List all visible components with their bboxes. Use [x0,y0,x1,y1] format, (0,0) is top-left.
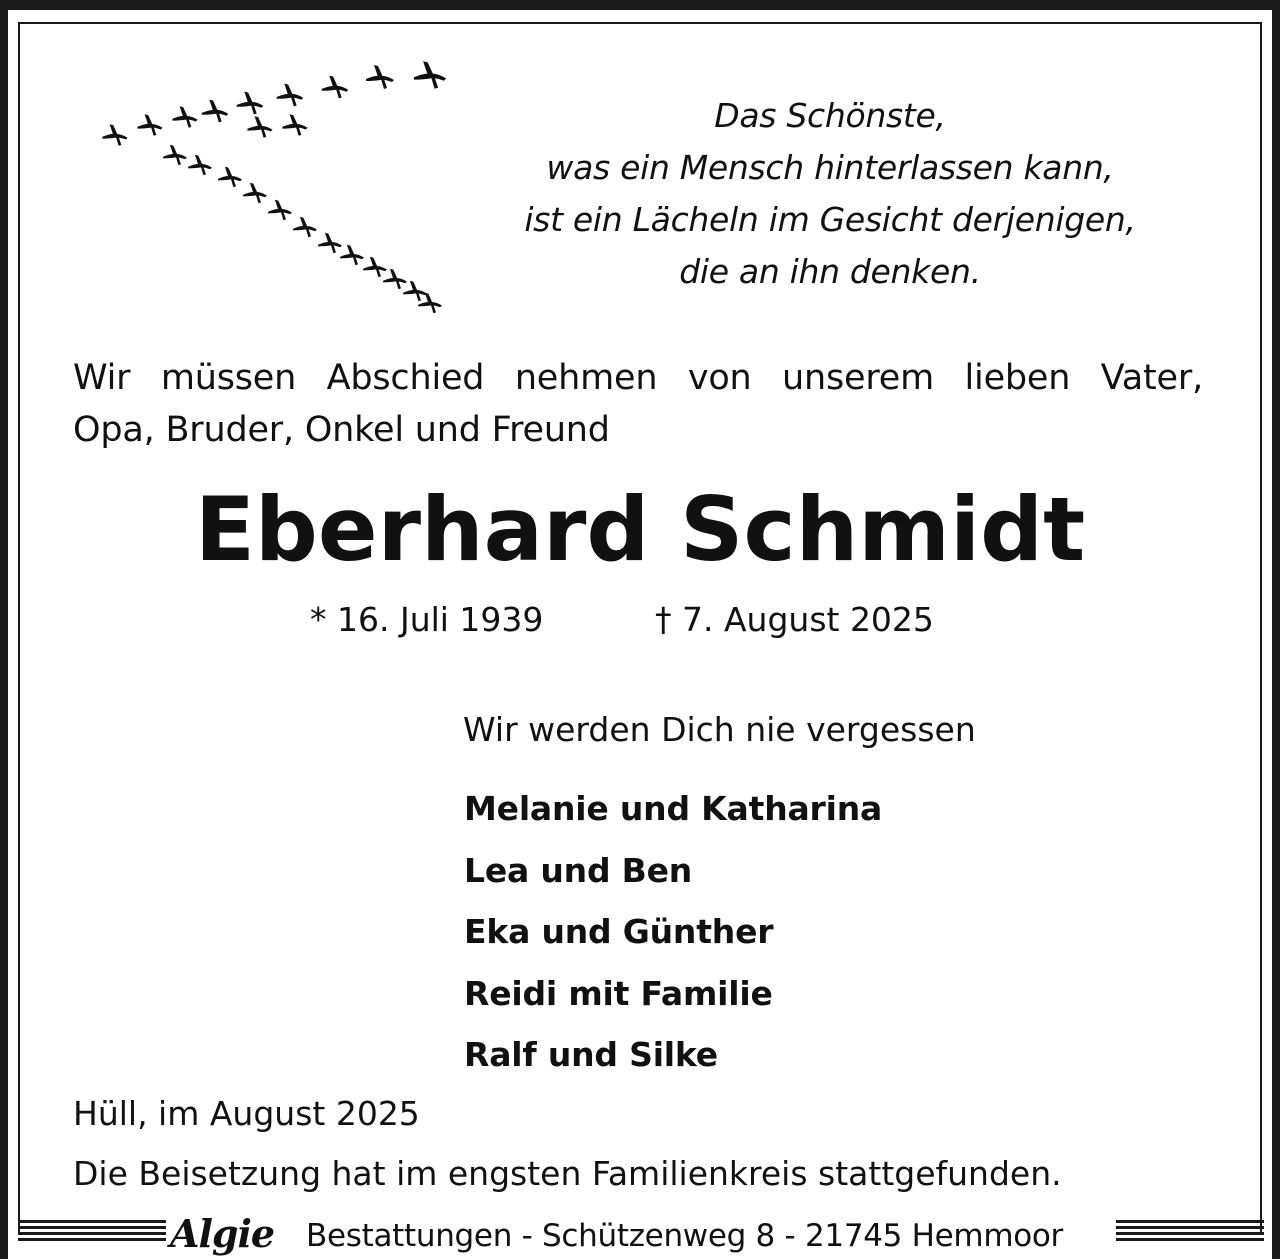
farewell-message: Wir werden Dich nie vergessen [463,710,976,749]
birth-date: * 16. Juli 1939 [310,600,544,639]
mourner-entry: Eka und Günther [464,912,774,951]
mourner-entry: Lea und Ben [464,850,693,890]
funeral-home-address: Bestattungen - Schützenweg 8 - 21745 Hemmoor [306,1218,1064,1254]
mourner-entry: Melanie und Katharina [464,789,883,828]
footer-bar [0,1212,1280,1259]
funeral-home-logo: Algie [170,1211,275,1256]
quote-line: die an ihn denken. [679,252,981,291]
mourner-entry: Ralf und Silke [464,1035,718,1074]
quote-line: was ein Mensch hinterlassen kann, [546,148,1114,187]
intro-line: Wir müssen Abschied nehmen von unserem lieben Vater, [73,358,1203,398]
memorial-quote [470,90,1190,298]
footer-rule-left [18,1220,166,1244]
place-and-date: Hüll, im August 2025 [73,1094,420,1133]
deceased-name: Eberhard Schmidt [194,478,1086,581]
mourners-list [464,778,882,1086]
intro-line: Opa, Bruder, Onkel und Freund [73,410,610,450]
death-date: † 7. August 2025 [655,600,934,639]
quote-line: ist ein Lächeln im Gesicht derjenigen, [524,200,1136,239]
flock-of-birds-icon [90,55,460,325]
mourner-entry: Reidi mit Familie [464,973,773,1013]
burial-note: Die Beisetzung hat im engsten Familienkreis stattgefunden. [73,1154,1062,1193]
farewell-intro [73,352,1203,456]
footer-rule-right [1116,1220,1264,1244]
quote-line: Das Schönste, [714,96,946,135]
